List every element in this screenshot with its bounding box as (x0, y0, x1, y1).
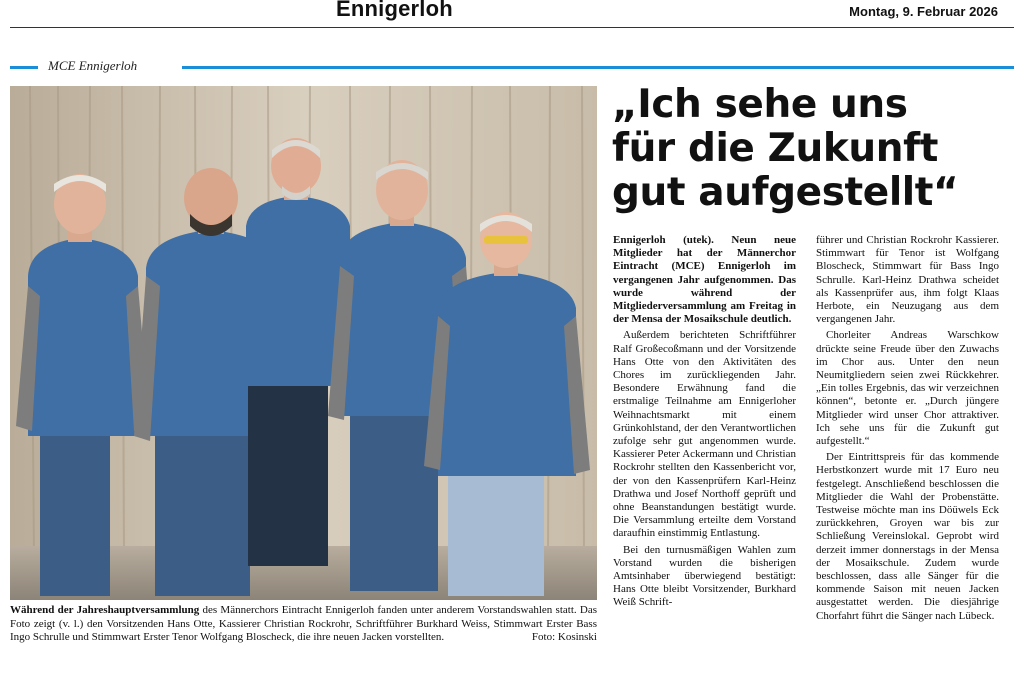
headline-line-3: gut aufgestellt“ (612, 170, 959, 215)
article-paragraph: Außerdem berichteten Schriftführer Ralf Großecoßmann und der Vorsitzende Hans Otte von den Aktivitäten des Chores im zurückliegenden Jahr. Besondere Erwähnung fand die erstmalige Teilnahme am Ennigerloher Weihnachtsmarkt mit einem Grünkohlstand, der den Verantwortlichen zufolge sehr gut angenommen wurde. Kassierer Peter Ackermann und Christian Rockrohr stellten den Kassenbericht vor, der von den Kassenprüfern Karl-Heinz Drathwa und Josef Northoff geprüft und ohne Beanstandungen bestätigt wurde. Die Versammlung erteilte dem Vorstand daraufhin einstimmig Entlastung. (613, 329, 796, 540)
group-photo-image (10, 86, 597, 600)
headline-line-1: „Ich sehe uns (612, 82, 908, 127)
article-paragraph: Chorleiter Andreas Warschkow drückte seine Freude über den Zuwachs im Chor aus. Unter den neun Neumitgliedern seien zwei Rückkehrer. „Ein tolles Ergebnis, das wir verzeichnen können“, betonte er. „Durch jüngere Mitglieder wird unser Chor attraktiver. Ich sehe uns für die Zukunft gut aufgestellt.“ (816, 329, 999, 448)
article-lead: Ennigerloh (utek). Neun neue Mitglieder hat der Männerchor Eintracht (MCE) Ennigerloh im vergangenen Jahr aufgenommen. Das wurde während der Mitgliederversammlung am Freitag in der Mensa der Mosaikschule deutlich. (613, 234, 796, 326)
photo-credit: Foto: Kosinski (531, 631, 597, 643)
masthead-date: Montag, 9. Februar 2026 (849, 4, 998, 19)
article-column-2 (816, 234, 999, 626)
photo-caption (10, 604, 597, 645)
group-photo (10, 86, 597, 600)
section-rule-right (182, 66, 1014, 69)
article-column-1 (613, 234, 796, 613)
masthead-town: Ennigerloh (336, 0, 453, 21)
masthead (0, 0, 1024, 30)
headline-line-2: für die Zukunft (612, 126, 938, 171)
section-bar (10, 60, 1014, 74)
section-label: MCE Ennigerloh (48, 58, 138, 73)
caption-text: des Männerchors Eintracht Ennigerloh fanden unter anderem Vorstandswahlen statt. Das Foto zeigt (v. l.) den Vorsitzenden Hans Otte, Kassierer Christian Rockrohr, Schriftführer Burkhard Weiss, Stimmwart Erster Bass Ingo Schrulle und Stimmwart Erster Tenor Wolfgang Bloscheck, die ihre neuen Jacken vorstellten. (10, 604, 597, 643)
article-paragraph: Der Eintrittspreis für das kommende Herbstkonzert wurde mit 17 Euro neu festgelegt. Anschließend beschlossen die Mitglieder die Wahl der Probenstätte. Testweise möchte man ins Döüwels Eck zurückkehren, Groyen war bis zur Schließung Vereinslokal. Geprobt wird derzeit immer donnerstags in der Mensa der Mosaikschule. Zudem wurde beschlossen, dass alle Sänger für die kommende Saison mit neuen Jacken ausgestattet werden. Die diesjährige Chorfahrt führt die Sänger nach Lübeck. (816, 451, 999, 622)
article-paragraph: führer und Christian Rockrohr Kassierer. Stimmwart für Tenor ist Wolfgang Bloscheck, Stimmwart für Bass Ingo Schrulle. Karl-Heinz Drathwa scheidet als Kassenprüfer aus, ihm folgt Klaas Herbote, ein Neuzugang aus dem vergangenen Jahr. (816, 234, 999, 326)
section-rule-left (10, 66, 38, 69)
article-headline (612, 83, 1012, 215)
masthead-rule (10, 27, 1014, 28)
article-paragraph: Bei den turnusmäßigen Wahlen zum Vorstand wurden die bisherigen Amtsinhaber überwiegend bestätigt: Hans Otte bleibt Vorsitzender, Burkhard Weiß Schrift- (613, 543, 796, 609)
caption-lead: Während der Jahreshauptversammlung (10, 604, 200, 616)
